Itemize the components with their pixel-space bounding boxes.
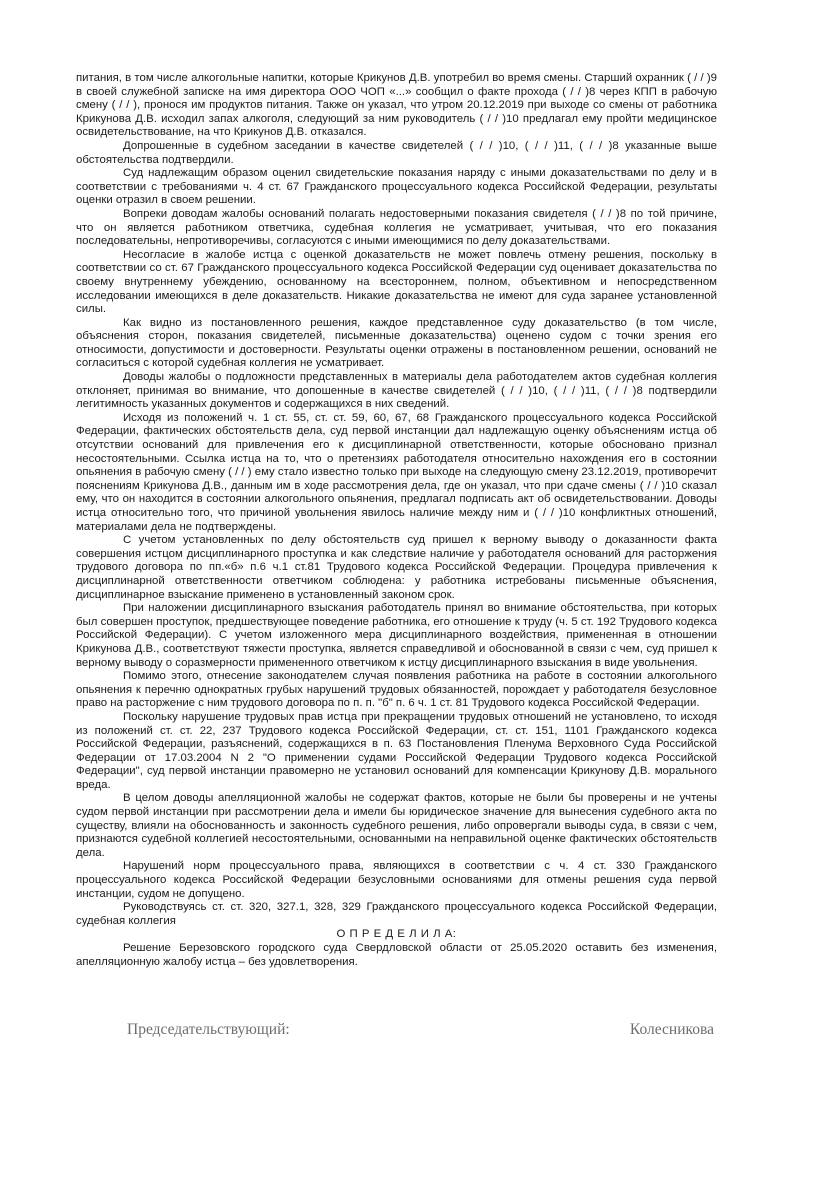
signature-role: Председательствующий: [127, 1021, 290, 1038]
paragraph: С учетом установленных по делу обстоятельств суд пришел к верному выводу о доказанности факта совершения истцом дисциплинарного проступка и как следствие наличие у работодателя оснований для расторжения трудового договора по пп.«б» п.6 ч.1 ст.81 Трудового кодекса Российской Федерации. Процедура привлечения к дисциплинарной ответственности ответчиком соблюдена: у работника истребованы письменные объяснения, дисциплинарное взыскание применено в установленный законом срок. [76, 534, 717, 601]
paragraph: питания, в том числе алкогольные напитки, которые Крикунов Д.В. употребил во время смены. Старший охранник ( / / )9 в своей служебной записке на имя директора ООО ЧОП «...» сообщил о факте прохода ( / / )8 через КПП в рабочую смену ( / / ), пронося им продуктов питания. Также он указал, что утром 20.12.2019 при выходе со смены от работника Крикунова Д.В. исходил запах алкоголя, следующий за ним руководитель ( / / )10 предлагал ему пройти медицинское освидетельствование, на что Крикунов Д.В. отказался. [76, 72, 717, 139]
paragraph: Суд надлежащим образом оценил свидетельские показания наряду с иными доказательствами по делу и в соответствии с требованиями ч. 4 ст. 67 Гражданского процессуального кодекса Российской Федерации, результаты оценки отразил в своем решении. [76, 167, 717, 207]
paragraph: Допрошенные в судебном заседании в качестве свидетелей ( / / )10, ( / / )11, ( / / )8 указанные выше обстоятельства подтвердили. [76, 139, 717, 166]
ruling-decision: Решение Березовского городского суда Свердловской области от 25.05.2020 оставить без изменения, апелляционную жалобу истца – без удовлетворения. [76, 942, 717, 968]
document-body [76, 72, 717, 969]
signature-block [127, 1021, 717, 1045]
paragraph: Исходя из положений ч. 1 ст. 55, ст. ст. 59, 60, 67, 68 Гражданского процессуального кодекса Российской Федерации, фактических обстоятельств дела, суд первой инстанции дал надлежащую оценку объяснениям истца об отсутствии оснований для привлечения его к дисциплинарной ответственности, которые обосновано признал несостоятельными. Ссылка истца на то, что о претензиях работодателя относительно нахождения его в состоянии опьянения в рабочую смену ( / / ) ему стало известно только при выходе на следующую смену 23.12.2019, противоречит пояснениям Крикунова Д.В., данным им в ходе рассмотрения дела, где он указал, что при сдаче смены ( / / )10 сказал ему, что он находится в состоянии алкогольного опьянения, предлагал подписать акт об освидетельствовании. Доводы истца относительно того, что причиной увольнения явилось наличие между ним и ( / / )10 конфликтных отношений, материалами дела не подтверждены. [76, 411, 717, 533]
paragraph: Помимо этого, отнесение законодателем случая появления работника на работе в состоянии алкогольного опьянения к перечню однократных грубых нарушений трудовых обязанностей, порождает у работодателя безусловное право на расторжение с ним трудового договора по п. п. "б" п. 6 ч. 1 ст. 81 Трудового кодекса Российской Федерации. [76, 670, 717, 710]
paragraph: Нарушений норм процессуального права, являющихся в соответствии с ч. 4 ст. 330 Гражданского процессуального кодекса Российской Федерации безусловными основаниями для отмены решения суда первой инстанции, судом не допущено. [76, 860, 717, 900]
paragraph: В целом доводы апелляционной жалобы не содержат фактов, которые не были бы проверены и не учтены судом первой инстанции при рассмотрении дела и имели бы юридическое значение для вынесения судебного акта по существу, влияли на обоснованность и законность судебного решения, либо опровергали выводы суда, в связи с чем, признаются судебной коллегией несостоятельными, основанными на неправильной оценке фактических обстоятельств дела. [76, 792, 717, 859]
ruling-heading: О П Р Е Д Е Л И Л А: [336, 928, 457, 941]
paragraph: Как видно из постановленного решения, каждое представленное суду доказательство (в том числе, объяснения сторон, показания свидетелей, письменные доказательства) оценено судом с точки зрения его относимости, допустимости и достоверности. Результаты оценки отражены в постановленном решении, оснований не согласиться с которой судебная коллегия не усматривает. [76, 316, 717, 370]
paragraph: Поскольку нарушение трудовых прав истца при прекращении трудовых отношений не установлено, то исходя из положений ст. ст. 22, 237 Трудового кодекса Российской Федерации, ст. ст. 151, 1101 Гражданского кодекса Российской Федерации, разъяснений, содержащихся в п. 63 Постановления Пленума Верховного Суда Российской Федерации от 17.03.2004 N 2 "О применении судами Российской Федерации Трудового кодекса Российской Федерации", суд первой инстанции правомерно не установил оснований для компенсации Крикунову Д.В. морального вреда. [76, 710, 717, 791]
paragraph: При наложении дисциплинарного взыскания работодатель принял во внимание обстоятельства, при которых был совершен проступок, предшествующее поведение работника, его отношение к труду (ч. 5 ст. 192 Трудового кодекса Российской Федерации). С учетом изложенного мера дисциплинарного воздействия, примененная в отношении Крикунова Д.В., соответствуют тяжести проступка, является справедливой и обоснованной в связи с чем, суд пришел к верному выводу о соразмерности примененного ответчиком к истцу дисциплинарного взыскания в виде увольнения. [76, 602, 717, 669]
paragraph: Руководствуясь ст. ст. 320, 327.1, 328, 329 Гражданского процессуального кодекса Российской Федерации, судебная коллегия [76, 901, 717, 927]
paragraph: Несогласие в жалобе истца с оценкой доказательств не может повлечь отмену решения, поскольку в соответствии со ст. 67 Гражданского процессуального кодекса Российской Федерации суд оценивает доказательства по своему внутреннему убеждению, основанному на всестороннем, полном, объективном и непосредственном исследовании имеющихся в деле доказательств. Никакие доказательства не имеют для суда заранее установленной силы. [76, 248, 717, 316]
paragraph: Вопреки доводам жалобы оснований полагать недостоверными показания свидетеля ( / / )8 по той причине, что он является работником ответчика, судебная коллегия не усматривает, учитывая, что его показания последовательны, непротиворечивы, согласуются с иными имеющимися по делу доказательствами. [76, 207, 717, 248]
paragraph: Доводы жалобы о подложности представленных в материалы дела работодателем актов судебная коллегия отклоняет, принимая во внимание, что допошенные в качестве свидетелей ( / / )10, ( / / )11, ( / / )8 подтвердили легитимность указанных документов и содержащихся в них сведений. [76, 371, 717, 411]
signature-name: Колесникова [629, 1021, 714, 1038]
